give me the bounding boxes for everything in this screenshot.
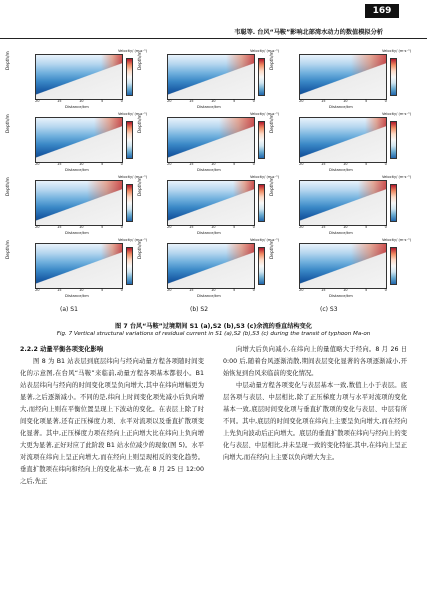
sea-floor [36,244,122,288]
current-section-plot [35,54,123,100]
y-axis-label: Depth/m [270,51,275,70]
colorbar [126,58,133,96]
paragraph: 中层动量方程各项变化与表层基本一致,数值上小于表层。底层各项与表层、中层相比,除了正压梯度力项与水平对流项的变化基本一致,底层时间变化项与垂直扩散项的变化与表层、中层有所不同。其中,底层的时间变化项在纬向上主要呈负向增大,而在经向上先负向波动后正向增大。底层的垂直扩散项在纬向与经向上的变化与表层、中层相比,并未呈现一致的变化特征,其中,在纬向上呈正向增大,而在经向上主要以负向增大为主。 [223,382,407,461]
current-section-plot [299,117,387,163]
figure-panel [6,49,148,110]
x-tick: 20 [35,99,40,103]
x-ticks [299,99,387,103]
x-tick: 0 [120,225,123,229]
x-tick: 5 [100,225,104,229]
x-tick: 20 [167,99,172,103]
x-tick: 0 [384,162,387,166]
colorbar [390,184,397,222]
current-section-plot [35,180,123,226]
sea-floor [168,244,254,288]
figure-caption-cn: 图 7 台风“马鞍”过境期间 S1 (a),S2 (b),S3 (c)余流的垂直结构变化 [115,323,312,330]
current-section-plot [167,117,255,163]
figure-panel [270,112,412,173]
x-tick: 0 [384,288,387,292]
section-heading: 2.2.2 动量平衡各项变化影响 [20,346,104,353]
colorbar [258,247,265,285]
x-tick: 10 [210,225,216,229]
x-tick: 0 [252,288,255,292]
y-axis-label: Depth/m [6,51,11,70]
x-tick: 15 [56,99,62,103]
x-axis-label: Distance/km [329,104,353,109]
x-ticks [167,99,255,103]
x-tick: 10 [78,225,84,229]
x-tick: 10 [210,99,216,103]
x-tick: 5 [364,162,368,166]
panel-column-label: (a) S1 [60,306,78,313]
current-section-plot [299,180,387,226]
current-section-plot [299,243,387,289]
x-tick: 20 [299,162,304,166]
colorbar-title: Velocity/ (m·s⁻¹) [382,49,412,53]
x-tick: 15 [320,162,326,166]
x-tick: 10 [342,99,348,103]
x-axis-label: Distance/km [65,230,89,235]
y-axis-label: Depth/m [138,240,143,259]
figure-panel [138,49,280,110]
x-tick: 0 [120,99,123,103]
x-tick: 15 [56,225,62,229]
x-tick: 5 [364,99,368,103]
x-ticks [35,225,123,229]
x-ticks [167,225,255,229]
x-tick: 15 [56,162,62,166]
x-tick: 20 [299,99,304,103]
x-tick: 0 [120,162,123,166]
current-section-plot [167,54,255,100]
x-tick: 10 [342,162,348,166]
running-head: 韦聪等. 台风“马鞍”影响北部湾水动力的数值模拟分析 [234,29,383,36]
current-section-plot [35,117,123,163]
x-tick: 15 [188,99,194,103]
x-ticks [167,162,255,166]
current-section-plot [35,243,123,289]
colorbar [258,121,265,159]
body-column-left [20,344,204,488]
y-axis-label: Depth/m [138,177,143,196]
x-axis-label: Distance/km [197,104,221,109]
sea-floor [168,55,254,99]
x-tick: 5 [232,162,236,166]
x-ticks [167,288,255,292]
x-tick: 5 [364,288,368,292]
colorbar [258,58,265,96]
paragraph: 向增大后负向减小,在纬向上的量值略大于经向。8 月 26 日 0:00 后,随着台风逐渐消散,期间表层变化显著的各项逐渐减小,开始恢复到台风来临前的变化情况。 [223,346,407,377]
x-axis-label: Distance/km [197,167,221,172]
colorbar-title: Velocity/ (m·s⁻¹) [382,175,412,179]
x-tick: 20 [167,225,172,229]
current-section-plot [299,54,387,100]
x-tick: 15 [320,288,326,292]
x-tick: 5 [100,162,104,166]
figure-panel [270,49,412,110]
x-tick: 0 [384,225,387,229]
figure-panel [6,175,148,236]
sea-floor [300,118,386,162]
sea-floor [300,181,386,225]
x-tick: 10 [342,225,348,229]
sea-floor [300,244,386,288]
x-tick: 15 [188,162,194,166]
x-ticks [299,162,387,166]
x-ticks [299,225,387,229]
y-axis-label: Depth/m [6,177,11,196]
x-tick: 15 [188,288,194,292]
panel-column-label: (b) S2 [190,306,209,313]
x-tick: 10 [342,288,348,292]
figure-panel [138,112,280,173]
sea-floor [168,118,254,162]
colorbar-title: Velocity/ (m·s⁻¹) [118,238,148,242]
x-tick: 5 [232,99,236,103]
figure-panel [6,238,148,299]
x-axis-label: Distance/km [197,293,221,298]
colorbar [390,58,397,96]
x-axis-label: Distance/km [329,230,353,235]
current-section-plot [167,180,255,226]
x-tick: 0 [252,162,255,166]
x-axis-label: Distance/km [197,230,221,235]
colorbar [126,121,133,159]
x-ticks [35,288,123,292]
y-axis-label: Depth/m [270,114,275,133]
figure-panel [270,238,412,299]
x-tick: 0 [252,99,255,103]
figure-panel [270,175,412,236]
x-tick: 5 [232,225,236,229]
x-tick: 5 [232,288,236,292]
colorbar [390,121,397,159]
x-tick: 20 [167,162,172,166]
x-tick: 20 [167,288,172,292]
x-tick: 10 [210,288,216,292]
colorbar-title: Velocity/ (m·s⁻¹) [250,112,280,116]
x-tick: 10 [210,162,216,166]
x-axis-label: Distance/km [329,293,353,298]
page-number: 169 [365,4,399,18]
x-tick: 10 [78,162,84,166]
x-tick: 5 [364,225,368,229]
colorbar-title: Velocity/ (m·s⁻¹) [118,49,148,53]
x-tick: 0 [384,99,387,103]
colorbar [126,247,133,285]
sea-floor [36,55,122,99]
x-tick: 15 [320,225,326,229]
colorbar-title: Velocity/ (m·s⁻¹) [250,238,280,242]
x-tick: 15 [188,225,194,229]
figure-caption-en: Fig. 7 Vertical structural variations of residual current in S1 (a),S2 (b),S3 (c) during the transit of typhoon Ma-on [56,331,371,337]
colorbar [390,247,397,285]
x-ticks [299,288,387,292]
colorbar-title: Velocity/ (m·s⁻¹) [250,175,280,179]
colorbar [258,184,265,222]
panel-column-label: (c) S3 [320,306,338,313]
x-tick: 20 [35,225,40,229]
x-tick: 15 [56,288,62,292]
current-section-plot [167,243,255,289]
x-tick: 20 [299,288,304,292]
paragraph: 图 8 为 B1 站表层到底层纬向与经向动量方程各项随时间变化的示意图,在台风“马鞍”来临前,动量方程各项基本都很小。B1 站表层纬向与经向的时间变化项呈负向增大,其中在纬向增幅更为显著,之后逐渐减小。不同的是,纬向上时间变化项先减小后负向增大,而经向上则在平衡位置呈现上下波动的变化。在表层上除了时间变化项显著,还有正压梯度力项、水平对流项以及垂直扩散项变化显著。其中,正压梯度力项在经向上正向增大比在纬向上负向增大更为显著,正好对应了此阶段 B1 站水位减少的现象(图 5)。水平对流项在纬向上呈正向增大,而在经向上则呈现相反的变化趋势。垂直扩散项在纬向和经向上的变化基本一致,在 8 月 25 日 12:00 之后,先正 [20,358,204,485]
colorbar-title: Velocity/ (m·s⁻¹) [250,49,280,53]
colorbar-title: Velocity/ (m·s⁻¹) [118,112,148,116]
x-tick: 20 [35,288,40,292]
x-tick: 20 [299,225,304,229]
figure-7 [6,49,414,313]
sea-floor [36,181,122,225]
y-axis-label: Depth/m [6,240,11,259]
x-ticks [35,162,123,166]
y-axis-label: Depth/m [270,240,275,259]
colorbar [126,184,133,222]
y-axis-label: Depth/m [138,51,143,70]
x-tick: 15 [320,99,326,103]
x-tick: 5 [100,99,104,103]
colorbar-title: Velocity/ (m·s⁻¹) [382,112,412,116]
x-tick: 0 [120,288,123,292]
sea-floor [36,118,122,162]
x-ticks [35,99,123,103]
colorbar-title: Velocity/ (m·s⁻¹) [382,238,412,242]
y-axis-label: Depth/m [138,114,143,133]
sea-floor [300,55,386,99]
figure-panel [138,175,280,236]
x-tick: 10 [78,288,84,292]
x-axis-label: Distance/km [329,167,353,172]
x-tick: 10 [78,99,84,103]
x-tick: 0 [252,225,255,229]
x-tick: 5 [100,288,104,292]
x-axis-label: Distance/km [65,293,89,298]
x-tick: 20 [35,162,40,166]
figure-panel [6,112,148,173]
x-axis-label: Distance/km [65,104,89,109]
y-axis-label: Depth/m [6,114,11,133]
colorbar-title: Velocity/ (m·s⁻¹) [118,175,148,179]
figure-panel [138,238,280,299]
x-axis-label: Distance/km [65,167,89,172]
body-column-right [223,344,407,464]
sea-floor [168,181,254,225]
y-axis-label: Depth/m [270,177,275,196]
